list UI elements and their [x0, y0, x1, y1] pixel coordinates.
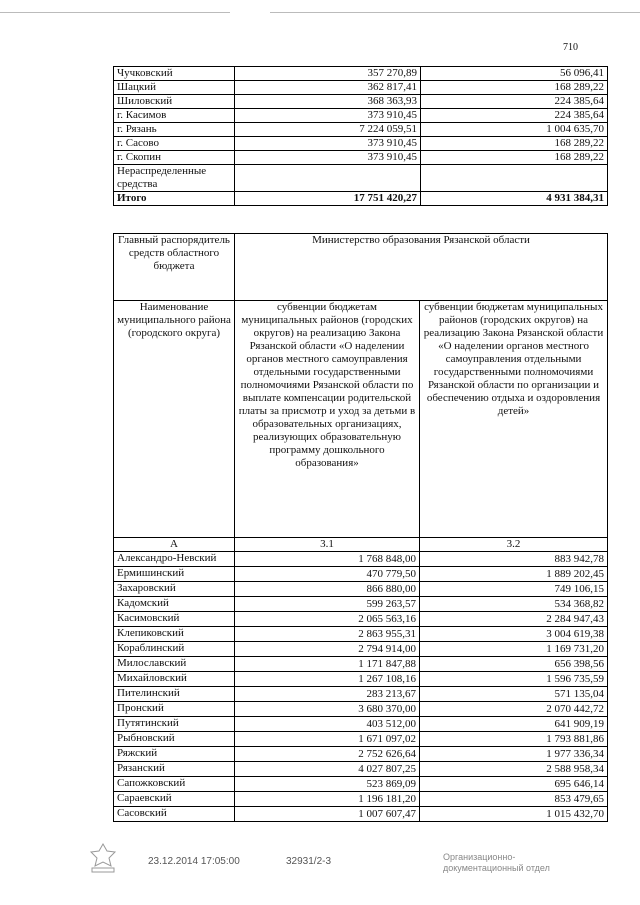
district-name: Шиловский — [114, 95, 235, 109]
total-col2: 4 931 384,31 — [421, 192, 608, 206]
amount-col2: 2 284 947,43 — [420, 612, 608, 627]
table-row — [114, 792, 608, 807]
footer-doc-code: 32931/2-3 — [286, 856, 332, 867]
table-row — [114, 717, 608, 732]
total-col1: 17 751 420,27 — [235, 192, 421, 206]
scan-edge-line — [0, 12, 230, 13]
amount-col2: 1 977 336,34 — [420, 747, 608, 762]
table-row — [114, 81, 608, 95]
table-row — [114, 109, 608, 123]
amount-col1: 357 270,89 — [235, 67, 421, 81]
header-row-codes — [114, 538, 608, 552]
district-name: г. Сасово — [114, 137, 235, 151]
amount-col1: 368 363,93 — [235, 95, 421, 109]
table-row — [114, 687, 608, 702]
archive-stamp-icon — [88, 842, 118, 874]
table-row — [114, 597, 608, 612]
amount-col2: 883 942,78 — [420, 552, 608, 567]
district-name: Сасовский — [114, 807, 235, 822]
amount-col1: 373 910,45 — [235, 137, 421, 151]
table-row — [114, 612, 608, 627]
table-row — [114, 672, 608, 687]
table-row — [114, 762, 608, 777]
amount-col1: 2 863 955,31 — [235, 627, 420, 642]
district-name: Касимовский — [114, 612, 235, 627]
amount-col2: 1 793 881,86 — [420, 732, 608, 747]
table-row — [114, 95, 608, 109]
table-row — [114, 732, 608, 747]
amount-col2: 1 004 635,70 — [421, 123, 608, 137]
table-row — [114, 657, 608, 672]
amount-col2: 168 289,22 — [421, 137, 608, 151]
amount-col1: 7 224 059,51 — [235, 123, 421, 137]
budget-table-part1 — [113, 66, 608, 206]
code-a: А — [114, 538, 235, 552]
amount-col1: 1 007 607,47 — [235, 807, 420, 822]
amount-col2: 224 385,64 — [421, 95, 608, 109]
amount-col1 — [235, 165, 421, 192]
scan-edge-line — [270, 12, 640, 13]
amount-col1: 2 794 914,00 — [235, 642, 420, 657]
amount-col2: 1 169 731,20 — [420, 642, 608, 657]
district-name: Милославский — [114, 657, 235, 672]
amount-col2: 641 909,19 — [420, 717, 608, 732]
district-name: Александро-Невский — [114, 552, 235, 567]
amount-col1: 1 671 097,02 — [235, 732, 420, 747]
district-name: Ермишинский — [114, 567, 235, 582]
district-name: Рязанский — [114, 762, 235, 777]
district-name: г. Касимов — [114, 109, 235, 123]
amount-col2: 224 385,64 — [421, 109, 608, 123]
table-row — [114, 567, 608, 582]
amount-col2: 2 588 958,34 — [420, 762, 608, 777]
table-row — [114, 627, 608, 642]
amount-col2: 534 368,82 — [420, 597, 608, 612]
amount-col2: 168 289,22 — [421, 151, 608, 165]
table-row — [114, 582, 608, 597]
district-name: Ряжский — [114, 747, 235, 762]
district-name: Шацкий — [114, 81, 235, 95]
district-name: Пителинский — [114, 687, 235, 702]
district-name: Сараевский — [114, 792, 235, 807]
district-name: Нераспределенные средства — [114, 165, 235, 192]
amount-col1: 2 065 563,16 — [235, 612, 420, 627]
district-name: Рыбновский — [114, 732, 235, 747]
amount-col1: 362 817,41 — [235, 81, 421, 95]
table-row — [114, 747, 608, 762]
table-row — [114, 777, 608, 792]
amount-col2: 695 646,14 — [420, 777, 608, 792]
amount-col2: 168 289,22 — [421, 81, 608, 95]
amount-col1: 403 512,00 — [235, 717, 420, 732]
amount-col1: 470 779,50 — [235, 567, 420, 582]
code-1: 3.1 — [235, 538, 420, 552]
amount-col1: 1 171 847,88 — [235, 657, 420, 672]
amount-col2: 3 004 619,38 — [420, 627, 608, 642]
table-row — [114, 702, 608, 717]
code-2: 3.2 — [420, 538, 608, 552]
district-name: Пронский — [114, 702, 235, 717]
district-name: г. Рязань — [114, 123, 235, 137]
amount-col1: 373 910,45 — [235, 151, 421, 165]
amount-col2: 853 479,65 — [420, 792, 608, 807]
amount-col2: 656 398,56 — [420, 657, 608, 672]
amount-col1: 866 880,00 — [235, 582, 420, 597]
footer-note: Организационно-документационный отдел — [443, 852, 550, 873]
header-col-2: субвенции бюджетам муниципальных районов (городских округов) на реализацию Закона Рязанской области «О наделении органов местного самоуправления отдельными государственными полномочиями Рязанской области по организации и обеспечению отдыха и оздоровления детей» — [420, 301, 608, 538]
amount-col1: 599 263,57 — [235, 597, 420, 612]
header-main-left: Главный распорядитель средств областного бюджета — [114, 234, 235, 301]
district-name: Чучковский — [114, 67, 235, 81]
header-main-right: Министерство образования Рязанской области — [235, 234, 608, 301]
amount-col2: 1 015 432,70 — [420, 807, 608, 822]
table-row — [114, 137, 608, 151]
amount-col2: 749 106,15 — [420, 582, 608, 597]
district-name: Путятинский — [114, 717, 235, 732]
table-row — [114, 67, 608, 81]
table-row — [114, 642, 608, 657]
district-name: Кадомский — [114, 597, 235, 612]
district-name: Кораблинский — [114, 642, 235, 657]
amount-col1: 1 267 108,16 — [235, 672, 420, 687]
total-row — [114, 192, 608, 206]
table-row — [114, 807, 608, 822]
amount-col1: 523 869,09 — [235, 777, 420, 792]
footer-timestamp: 23.12.2014 17:05:00 — [148, 856, 240, 867]
district-name: Захаровский — [114, 582, 235, 597]
table-row — [114, 165, 608, 192]
amount-col2: 1 596 735,59 — [420, 672, 608, 687]
district-name: Сапожковский — [114, 777, 235, 792]
amount-col1: 2 752 626,64 — [235, 747, 420, 762]
district-name: Клепиковский — [114, 627, 235, 642]
amount-col2: 571 135,04 — [420, 687, 608, 702]
amount-col2: 1 889 202,45 — [420, 567, 608, 582]
amount-col2 — [421, 165, 608, 192]
amount-col1: 283 213,67 — [235, 687, 420, 702]
district-name: Михайловский — [114, 672, 235, 687]
table-row — [114, 552, 608, 567]
amount-col1: 3 680 370,00 — [235, 702, 420, 717]
header-col-1: субвенции бюджетам муниципальных районов (городских округов) на реализацию Закона Рязанской области «О наделении органов местного самоуправления отдельными государственными полномочиями Рязанской области по выплате компенсации родительской платы за присмотр и уход за детьми в образовательных организациях, реализующих образовательную программу дошкольного образования» — [235, 301, 420, 538]
total-label: Итого — [114, 192, 235, 206]
budget-table-part2 — [113, 233, 608, 822]
header-row-columns — [114, 301, 608, 538]
district-name: г. Скопин — [114, 151, 235, 165]
header-col-a: Наименование муниципального района (городского округа) — [114, 301, 235, 538]
amount-col1: 373 910,45 — [235, 109, 421, 123]
page-number: 710 — [563, 42, 578, 53]
amount-col1: 1 196 181,20 — [235, 792, 420, 807]
table-row — [114, 123, 608, 137]
amount-col1: 1 768 848,00 — [235, 552, 420, 567]
table-row — [114, 151, 608, 165]
amount-col1: 4 027 807,25 — [235, 762, 420, 777]
header-row-main — [114, 234, 608, 301]
amount-col2: 2 070 442,72 — [420, 702, 608, 717]
amount-col2: 56 096,41 — [421, 67, 608, 81]
